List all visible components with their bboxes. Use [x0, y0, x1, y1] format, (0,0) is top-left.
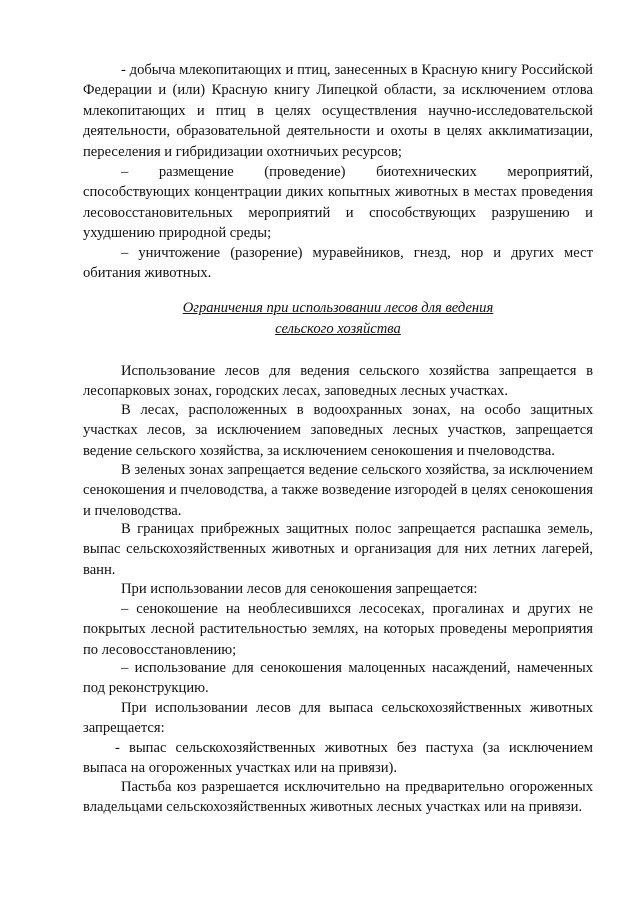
section-heading: [83, 298, 593, 340]
paragraph-biotechnical-measures: – размещение (проведение) биотехнических мероприятий, способствующих концентрации диких копытных животных в местах проведения лесовосстановительных мероприятий и способствующих разрушению и ухудшению природной среды;: [83, 164, 593, 242]
section-heading-line1: Ограничения при использовании лесов для ведения: [182, 300, 494, 316]
paragraph-anthill-destruction: – уничтожение (разорение) муравейников, гнезд, нор и других мест обитания животных.: [83, 245, 593, 282]
paragraph-goat-grazing: Пастьба коз разрешается исключительно на предварительно огороженных владельцами сельскохозяйственных животных лесных участках или на привязи.: [83, 779, 593, 816]
paragraph-coastal-strips: В границах прибрежных защитных полос запрещается распашка земель, выпас сельскохозяйственных животных и организация для них летних лагерей, ванн.: [83, 521, 593, 578]
paragraph-grazing-without-herder: - выпас сельскохозяйственных животных без пастуха (за исключением выпаса на огороженных участках или на привязи).: [83, 740, 593, 777]
paragraph-forest-park-zones: Использование лесов для ведения сельского хозяйства запрещается в лесопарковых зонах, городских лесах, заповедных лесных участках.: [83, 363, 593, 400]
paragraph-green-zones: В зеленых зонах запрещается ведение сельского хозяйства, за исключением сенокошения и пчеловодства, а также возведение изгородей в целях сенокошения и пчеловодства.: [83, 462, 593, 519]
paragraph-haymaking-intro: При использовании лесов для сенокошения запрещается:: [121, 581, 478, 597]
paragraph-water-protection-zones: В лесах, расположенных в водоохранных зонах, на особо защитных участках лесов, за исключением заповедных лесных участков, запрещается ведение сельского хозяйства, за исключением сенокошения и пчеловодства.: [83, 402, 593, 459]
paragraph-haymaking-clearings: – сенокошение на необлесившихся лесосеках, прогалинах и других не покрытых лесной растительностью землях, на которых проведены мероприятия по лесовосстановлению;: [83, 601, 593, 658]
paragraph-low-value-stands: – использование для сенокошения малоценных насаждений, намеченных под реконструкцию.: [83, 660, 593, 697]
section-heading-line2: сельского хозяйства: [275, 321, 401, 337]
paragraph-red-book-hunting: - добыча млекопитающих и птиц, занесенных в Красную книгу Российской Федерации и (или) Красную книгу Липецкой области, за исключением отлова млекопитающих и птиц в целях осуществления научно-исследовательской деятельности, образовательной деятельности и охоты в целях акклиматизации, переселения и гибридизации охотничьих ресурсов;: [83, 62, 593, 160]
paragraph-grazing-intro: При использовании лесов для выпаса сельскохозяйственных животных запрещается:: [83, 700, 593, 737]
